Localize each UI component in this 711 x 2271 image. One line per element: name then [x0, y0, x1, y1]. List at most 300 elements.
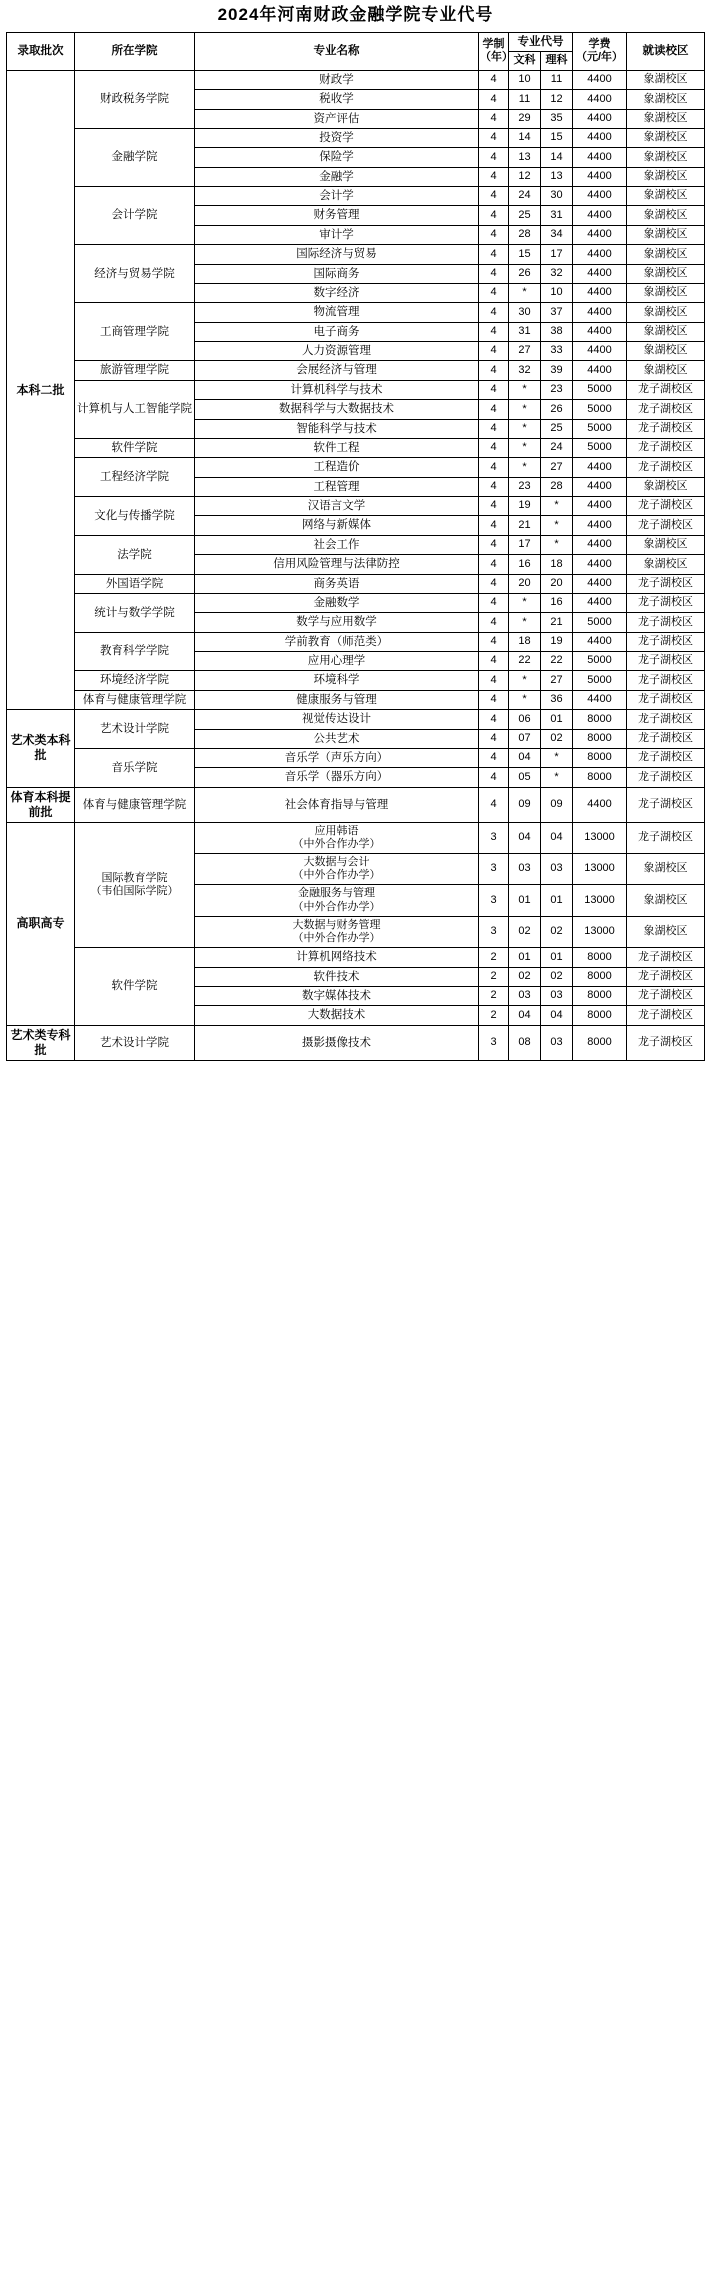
campus-cell: 象湖校区: [627, 245, 705, 264]
code-like-cell: 18: [541, 555, 573, 574]
batch-cell: 艺术类专科批: [7, 1025, 75, 1060]
table-row: [7, 497, 705, 516]
fee-cell: 4400: [573, 206, 627, 225]
code-wenke-cell: 03: [509, 986, 541, 1005]
years-cell: 4: [479, 245, 509, 264]
code-wenke-cell: 07: [509, 729, 541, 748]
fee-cell: 4400: [573, 497, 627, 516]
th-code-wenke: 文科: [509, 52, 541, 71]
campus-cell: 龙子湖校区: [627, 729, 705, 748]
college-cell: 软件学院: [75, 948, 195, 1026]
table-row: [7, 593, 705, 612]
th-campus: 就读校区: [627, 32, 705, 70]
fee-cell: 5000: [573, 613, 627, 632]
years-cell: 4: [479, 516, 509, 535]
table-row: [7, 361, 705, 380]
years-cell: 4: [479, 438, 509, 457]
code-like-cell: 11: [541, 70, 573, 89]
fee-cell: 4400: [573, 148, 627, 167]
campus-cell: 龙子湖校区: [627, 690, 705, 709]
fee-cell: 5000: [573, 652, 627, 671]
college-cell: 计算机与人工智能学院: [75, 380, 195, 438]
code-like-cell: 27: [541, 671, 573, 690]
code-like-cell: 28: [541, 477, 573, 496]
code-wenke-cell: 02: [509, 916, 541, 947]
campus-cell: 龙子湖校区: [627, 710, 705, 729]
code-wenke-cell: 10: [509, 70, 541, 89]
major-cell: 审计学: [195, 225, 479, 244]
campus-cell: 龙子湖校区: [627, 458, 705, 477]
college-name-line2: （韦伯国际学院）: [90, 884, 179, 897]
fee-cell: 4400: [573, 109, 627, 128]
fee-cell: 8000: [573, 710, 627, 729]
years-cell: 4: [479, 167, 509, 186]
years-cell: 4: [479, 380, 509, 399]
code-wenke-cell: 20: [509, 574, 541, 593]
code-like-cell: 15: [541, 128, 573, 147]
years-cell: 4: [479, 322, 509, 341]
code-like-cell: 20: [541, 574, 573, 593]
major-cell: 资产评估: [195, 109, 479, 128]
code-wenke-cell: 05: [509, 768, 541, 787]
code-like-cell: 12: [541, 90, 573, 109]
major-cell: [195, 854, 479, 885]
fee-cell: 5000: [573, 419, 627, 438]
years-cell: 4: [479, 148, 509, 167]
batch-cell: 艺术类本科批: [7, 710, 75, 788]
major-cell: 会展经济与管理: [195, 361, 479, 380]
table-row: [7, 128, 705, 147]
fee-cell: 8000: [573, 948, 627, 967]
major-cell: 投资学: [195, 128, 479, 147]
years-cell: 4: [479, 342, 509, 361]
years-cell: 4: [479, 574, 509, 593]
code-like-cell: 30: [541, 187, 573, 206]
code-wenke-cell: 18: [509, 632, 541, 651]
fee-cell: 4400: [573, 322, 627, 341]
code-like-cell: 21: [541, 613, 573, 632]
fee-cell: 13000: [573, 885, 627, 916]
table-row: [7, 535, 705, 554]
code-wenke-cell: *: [509, 690, 541, 709]
major-cell: 环境科学: [195, 671, 479, 690]
years-cell: 4: [479, 264, 509, 283]
campus-cell: 象湖校区: [627, 854, 705, 885]
code-wenke-cell: 06: [509, 710, 541, 729]
fee-cell: 4400: [573, 70, 627, 89]
table-row: [7, 303, 705, 322]
table-body: [7, 70, 705, 1060]
campus-cell: 象湖校区: [627, 90, 705, 109]
table-row: [7, 380, 705, 399]
fee-cell: 4400: [573, 555, 627, 574]
years-cell: 4: [479, 361, 509, 380]
years-cell: 4: [479, 748, 509, 767]
major-cell: 摄影摄像技术: [195, 1025, 479, 1060]
campus-cell: 龙子湖校区: [627, 632, 705, 651]
years-cell: 4: [479, 206, 509, 225]
th-code-like: 理科: [541, 52, 573, 71]
major-cell: 计算机网络技术: [195, 948, 479, 967]
table-row: [7, 574, 705, 593]
major-cell: 保险学: [195, 148, 479, 167]
code-wenke-cell: 09: [509, 787, 541, 822]
code-like-cell: 36: [541, 690, 573, 709]
th-years-line1: 学制: [482, 38, 505, 51]
major-cell: 社会体育指导与管理: [195, 787, 479, 822]
fee-cell: 4400: [573, 632, 627, 651]
years-cell: 4: [479, 419, 509, 438]
college-cell: [75, 822, 195, 948]
code-wenke-cell: 19: [509, 497, 541, 516]
table-row: [7, 710, 705, 729]
code-like-cell: *: [541, 516, 573, 535]
th-college: 所在学院: [75, 32, 195, 70]
code-like-cell: 27: [541, 458, 573, 477]
fee-cell: 4400: [573, 361, 627, 380]
fee-cell: 8000: [573, 986, 627, 1005]
fee-cell: 4400: [573, 516, 627, 535]
years-cell: 3: [479, 822, 509, 853]
code-wenke-cell: *: [509, 438, 541, 457]
code-like-cell: 02: [541, 916, 573, 947]
years-cell: 3: [479, 885, 509, 916]
major-cell: 商务英语: [195, 574, 479, 593]
th-years: [479, 32, 513, 70]
fee-cell: 4400: [573, 477, 627, 496]
table-row: [7, 187, 705, 206]
major-cell: 电子商务: [195, 322, 479, 341]
fee-cell: 13000: [573, 854, 627, 885]
fee-cell: 8000: [573, 967, 627, 986]
major-cell: 物流管理: [195, 303, 479, 322]
major-cell: 会计学: [195, 187, 479, 206]
code-like-cell: 26: [541, 400, 573, 419]
major-cell: [195, 916, 479, 947]
code-like-cell: 03: [541, 854, 573, 885]
code-like-cell: *: [541, 748, 573, 767]
table-row: [7, 690, 705, 709]
code-like-cell: 14: [541, 148, 573, 167]
code-like-cell: 25: [541, 419, 573, 438]
college-cell: 旅游管理学院: [75, 361, 195, 380]
years-cell: 4: [479, 768, 509, 787]
batch-cell: 高职高专: [7, 822, 75, 1025]
fee-cell: 13000: [573, 916, 627, 947]
table-row: [7, 245, 705, 264]
campus-cell: 象湖校区: [627, 109, 705, 128]
years-cell: 2: [479, 948, 509, 967]
years-cell: 2: [479, 1006, 509, 1025]
code-wenke-cell: 02: [509, 967, 541, 986]
campus-cell: 龙子湖校区: [627, 613, 705, 632]
code-wenke-cell: 11: [509, 90, 541, 109]
college-cell: 音乐学院: [75, 748, 195, 787]
campus-cell: 象湖校区: [627, 264, 705, 283]
years-cell: 4: [479, 187, 509, 206]
campus-cell: 龙子湖校区: [627, 671, 705, 690]
code-wenke-cell: 26: [509, 264, 541, 283]
fee-cell: 5000: [573, 380, 627, 399]
fee-cell: 4400: [573, 574, 627, 593]
major-cell: 大数据技术: [195, 1006, 479, 1025]
college-cell: 环境经济学院: [75, 671, 195, 690]
major-cell: 音乐学（器乐方向）: [195, 768, 479, 787]
college-cell: 艺术设计学院: [75, 1025, 195, 1060]
campus-cell: 龙子湖校区: [627, 593, 705, 612]
campus-cell: 象湖校区: [627, 555, 705, 574]
years-cell: 4: [479, 710, 509, 729]
years-cell: 4: [479, 593, 509, 612]
code-wenke-cell: 23: [509, 477, 541, 496]
code-like-cell: 22: [541, 652, 573, 671]
campus-cell: 龙子湖校区: [627, 419, 705, 438]
years-cell: 3: [479, 854, 509, 885]
fee-cell: 4400: [573, 690, 627, 709]
campus-cell: 龙子湖校区: [627, 438, 705, 457]
major-cell: 音乐学（声乐方向）: [195, 748, 479, 767]
years-cell: 4: [479, 477, 509, 496]
fee-cell: 4400: [573, 342, 627, 361]
code-like-cell: 04: [541, 822, 573, 853]
campus-cell: 象湖校区: [627, 225, 705, 244]
code-like-cell: *: [541, 535, 573, 554]
college-cell: 教育科学学院: [75, 632, 195, 671]
code-wenke-cell: *: [509, 593, 541, 612]
campus-cell: 龙子湖校区: [627, 948, 705, 967]
major-cell: 网络与新媒体: [195, 516, 479, 535]
code-wenke-cell: 03: [509, 854, 541, 885]
fee-cell: 13000: [573, 822, 627, 853]
fee-cell: 4400: [573, 90, 627, 109]
campus-cell: 龙子湖校区: [627, 400, 705, 419]
code-wenke-cell: 25: [509, 206, 541, 225]
major-cell: 软件技术: [195, 967, 479, 986]
code-wenke-cell: *: [509, 671, 541, 690]
fee-cell: 5000: [573, 400, 627, 419]
code-like-cell: 13: [541, 167, 573, 186]
code-like-cell: 23: [541, 380, 573, 399]
campus-cell: 象湖校区: [627, 167, 705, 186]
campus-cell: 象湖校区: [627, 477, 705, 496]
code-like-cell: *: [541, 768, 573, 787]
code-like-cell: 19: [541, 632, 573, 651]
code-wenke-cell: 17: [509, 535, 541, 554]
campus-cell: 龙子湖校区: [627, 768, 705, 787]
years-cell: 4: [479, 283, 509, 302]
major-cell: 智能科学与技术: [195, 419, 479, 438]
years-cell: 4: [479, 555, 509, 574]
code-wenke-cell: 04: [509, 822, 541, 853]
major-line1: 大数据与财务管理: [292, 918, 381, 931]
table-row: [7, 787, 705, 822]
code-wenke-cell: 27: [509, 342, 541, 361]
page-title: 2024年河南财政金融学院专业代号: [217, 5, 494, 24]
code-wenke-cell: 12: [509, 167, 541, 186]
major-cell: 汉语言文学: [195, 497, 479, 516]
fee-cell: 4400: [573, 283, 627, 302]
college-cell: 会计学院: [75, 187, 195, 245]
code-wenke-cell: 04: [509, 748, 541, 767]
campus-cell: 龙子湖校区: [627, 787, 705, 822]
code-like-cell: 03: [541, 986, 573, 1005]
header-row-1: [7, 32, 705, 51]
code-wenke-cell: *: [509, 458, 541, 477]
years-cell: 3: [479, 916, 509, 947]
fee-cell: 5000: [573, 671, 627, 690]
th-batch: 录取批次: [7, 32, 75, 70]
table-row: [7, 70, 705, 89]
batch-cell: 本科二批: [7, 70, 75, 709]
fee-cell: 8000: [573, 748, 627, 767]
fee-cell: 4400: [573, 128, 627, 147]
years-cell: 4: [479, 652, 509, 671]
code-like-cell: 32: [541, 264, 573, 283]
table-header: [7, 32, 705, 70]
major-cell: 视觉传达设计: [195, 710, 479, 729]
major-cell: 金融学: [195, 167, 479, 186]
code-like-cell: 38: [541, 322, 573, 341]
campus-cell: 龙子湖校区: [627, 380, 705, 399]
major-line2: （中外合作办学）: [292, 900, 381, 913]
major-cell: 财务管理: [195, 206, 479, 225]
college-cell: 统计与数学学院: [75, 593, 195, 632]
code-like-cell: 31: [541, 206, 573, 225]
college-cell: 法学院: [75, 535, 195, 574]
th-fee-line1: 学费: [588, 38, 611, 51]
campus-cell: 龙子湖校区: [627, 574, 705, 593]
years-cell: 2: [479, 986, 509, 1005]
fee-cell: 8000: [573, 768, 627, 787]
table-row: [7, 748, 705, 767]
years-cell: 4: [479, 70, 509, 89]
code-like-cell: *: [541, 497, 573, 516]
code-wenke-cell: 31: [509, 322, 541, 341]
code-wenke-cell: *: [509, 400, 541, 419]
code-like-cell: 01: [541, 710, 573, 729]
major-cell: 软件工程: [195, 438, 479, 457]
major-cell: 金融数学: [195, 593, 479, 612]
code-like-cell: 01: [541, 948, 573, 967]
major-line1: 大数据与会计: [303, 856, 370, 869]
th-fee-line2: （元/年）: [575, 51, 624, 64]
years-cell: 2: [479, 967, 509, 986]
code-wenke-cell: 21: [509, 516, 541, 535]
code-wenke-cell: 04: [509, 1006, 541, 1025]
years-cell: 4: [479, 458, 509, 477]
code-wenke-cell: 22: [509, 652, 541, 671]
code-like-cell: 02: [541, 967, 573, 986]
major-cell: 信用风险管理与法律防控: [195, 555, 479, 574]
code-like-cell: 37: [541, 303, 573, 322]
code-wenke-cell: 28: [509, 225, 541, 244]
college-cell: 体育与健康管理学院: [75, 690, 195, 709]
code-like-cell: 34: [541, 225, 573, 244]
major-line2: （中外合作办学）: [292, 932, 381, 944]
fee-cell: 5000: [573, 438, 627, 457]
code-wenke-cell: 32: [509, 361, 541, 380]
th-code-group: 专业代号: [509, 32, 573, 51]
code-like-cell: 33: [541, 342, 573, 361]
campus-cell: 龙子湖校区: [627, 1025, 705, 1060]
years-cell: 4: [479, 303, 509, 322]
fee-cell: 4400: [573, 303, 627, 322]
major-line1: 金融服务与管理: [298, 887, 375, 900]
college-cell: 艺术设计学院: [75, 710, 195, 749]
years-cell: 4: [479, 632, 509, 651]
code-like-cell: 02: [541, 729, 573, 748]
fee-cell: 4400: [573, 593, 627, 612]
major-cell: 数字经济: [195, 283, 479, 302]
fee-cell: 4400: [573, 787, 627, 822]
major-cell: 公共艺术: [195, 729, 479, 748]
major-cell: 健康服务与管理: [195, 690, 479, 709]
code-wenke-cell: 01: [509, 885, 541, 916]
campus-cell: 龙子湖校区: [627, 822, 705, 853]
campus-cell: 象湖校区: [627, 535, 705, 554]
major-cell: [195, 822, 479, 853]
code-like-cell: 10: [541, 283, 573, 302]
th-fee: [573, 32, 627, 70]
table-row: [7, 632, 705, 651]
code-wenke-cell: 14: [509, 128, 541, 147]
campus-cell: 象湖校区: [627, 148, 705, 167]
code-like-cell: 04: [541, 1006, 573, 1025]
code-wenke-cell: 30: [509, 303, 541, 322]
fee-cell: 4400: [573, 535, 627, 554]
table-row: [7, 438, 705, 457]
campus-cell: 象湖校区: [627, 361, 705, 380]
th-major: 专业名称: [195, 32, 479, 70]
code-wenke-cell: *: [509, 283, 541, 302]
campus-cell: 象湖校区: [627, 206, 705, 225]
campus-cell: 龙子湖校区: [627, 748, 705, 767]
fee-cell: 4400: [573, 167, 627, 186]
table-row: [7, 822, 705, 853]
years-cell: 4: [479, 109, 509, 128]
college-cell: 经济与贸易学院: [75, 245, 195, 303]
code-wenke-cell: 01: [509, 948, 541, 967]
code-like-cell: 16: [541, 593, 573, 612]
table-row: [7, 458, 705, 477]
years-cell: 4: [479, 613, 509, 632]
years-cell: 4: [479, 128, 509, 147]
years-cell: 4: [479, 729, 509, 748]
code-wenke-cell: 16: [509, 555, 541, 574]
major-line2: （中外合作办学）: [292, 837, 381, 850]
th-years-line2: （年）: [480, 51, 513, 64]
code-wenke-cell: 29: [509, 109, 541, 128]
table-row: [7, 671, 705, 690]
table-row: [7, 948, 705, 967]
code-wenke-cell: *: [509, 613, 541, 632]
major-cell: 计算机科学与技术: [195, 380, 479, 399]
college-name-line1: 国际教育学院: [101, 871, 168, 884]
code-wenke-cell: 13: [509, 148, 541, 167]
campus-cell: 象湖校区: [627, 916, 705, 947]
code-like-cell: 03: [541, 1025, 573, 1060]
code-wenke-cell: 15: [509, 245, 541, 264]
campus-cell: 象湖校区: [627, 885, 705, 916]
years-cell: 4: [479, 671, 509, 690]
fee-cell: 8000: [573, 1025, 627, 1060]
code-like-cell: 39: [541, 361, 573, 380]
batch-cell: 体育本科提前批: [7, 787, 75, 822]
major-cell: 工程管理: [195, 477, 479, 496]
table-row: [7, 1025, 705, 1060]
code-like-cell: 35: [541, 109, 573, 128]
code-wenke-cell: 24: [509, 187, 541, 206]
